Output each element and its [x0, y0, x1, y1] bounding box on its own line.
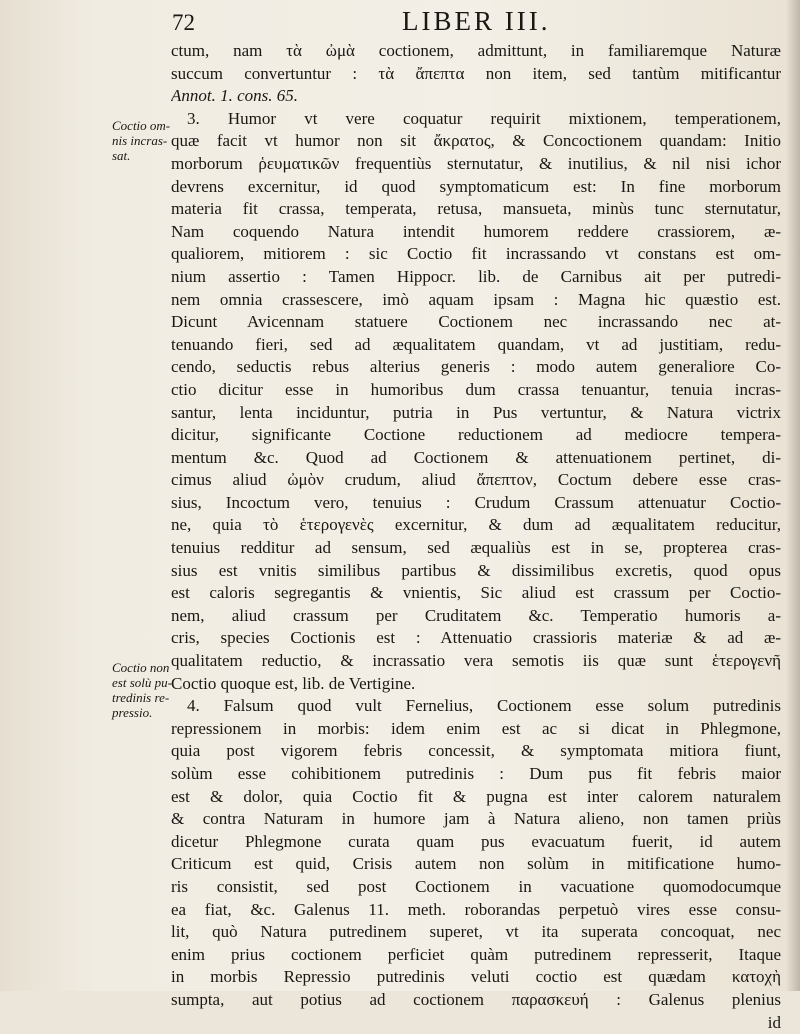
text-line: dicitur, significante Coctione reductionem ad mediocre tempera-	[171, 425, 781, 445]
text-line: sius est vnitis similibus partibus & dissimilibus excretis, quod opus	[171, 560, 781, 580]
text-line: devrens excernitur, id quod symptomaticum est: In fine morborum	[171, 176, 781, 196]
margin-note-line: sat.	[112, 148, 131, 163]
text-line: tenuando fieri, sed ad æqualitatem quandam, vt ad justitiam, redu-	[171, 334, 781, 354]
text-line: nium assertio : Tamen Hippocr. lib. de Carnibus ait per putredi-	[171, 266, 781, 286]
text-line: santur, lenta inciduntur, putria in Pus vertuntur, & Natura victrix	[171, 402, 781, 422]
text-line: in morbis Repressio putredinis veluti coctio est quædam κατοχὴ	[171, 967, 781, 987]
text-line: Annot. 1. cons. 65.	[171, 86, 299, 106]
text-line: est & dolor, quia Coctio fit & pugna est inter calorem naturalem	[171, 786, 781, 806]
text-line: sumpta, aut potius ad coctionem παρασκευή : Galenus plenius	[171, 989, 781, 1009]
text-line: materia fit crassa, temperata, retusa, mansueta, minùs tunc sternutatur,	[171, 199, 781, 219]
text-line: ea fiat, &c. Galenus 11. meth. roborandas perpetuò vires esse consu-	[171, 899, 781, 919]
margin-note-line: est solù pu-	[112, 675, 172, 690]
text-line: ris consistit, sed post Coctionem in vacuatione quomodocumque	[171, 876, 781, 896]
text-line: quæ facit vt humor non sit ἄκρατος, & Concoctionem quandam: Initio	[171, 131, 781, 151]
text-line: enim prius coctionem perficiet quàm putredinem represserit, Itaque	[171, 944, 781, 964]
text-line: Criticum est quid, Crisis autem non solùm in mitificatione humo-	[171, 854, 781, 874]
text-line: succum convertuntur : τὰ ἄπεπτα non item, sed tantùm mitificantur	[171, 63, 781, 83]
text-line: est caloris segregantis & vnientis, Sic aliud est crassum per Coctio-	[171, 583, 781, 603]
text-line: Coctio quoque est, lib. de Vertigine.	[171, 673, 416, 693]
text-line: nem, aliud crassum per Cruditatem &c. Temperatio humoris a-	[171, 605, 781, 625]
text-line: lit, quò Natura putredinem superet, vt ita superata concoquat, nec	[171, 922, 781, 942]
text-line: quia post vigorem febris concessit, & symptomata mitiora fiunt,	[171, 741, 781, 761]
text-line: ctio dicitur esse in humoribus dum crassa tenuantur, tenuia incras-	[171, 379, 781, 399]
text-line: cimus aliud ὠμὸν crudum, aliud ἄπεπτον, Coctum debere esse cras-	[171, 470, 781, 490]
running-title: LIBER III.	[402, 6, 551, 36]
margin-note-line: nis incras-	[112, 133, 168, 148]
margin-note-line: pressio.	[112, 705, 153, 720]
page-number: 72	[172, 10, 195, 35]
text-line: morborum ῥευματικῶν frequentiùs sternutatur, & inutilius, & nil nisi ichor	[171, 153, 781, 173]
text-line: Nam coquendo Natura intendit humorem reddere crassiorem, æ-	[171, 221, 781, 241]
page-edge-shadow	[786, 0, 800, 991]
text-line: repressionem in morbis: idem enim est ac si dicat in Phlegmone,	[171, 718, 781, 738]
margin-note-coctio-non-repressio	[112, 660, 178, 720]
text-line: ctum, nam τὰ ὠμὰ coctionem, admittunt, in familiaremque Naturæ	[171, 41, 781, 60]
margin-note-line: tredinis re-	[112, 690, 170, 705]
text-line: mentum &c. Quod ad Coctionem & attenuationem pertinet, di-	[171, 447, 781, 467]
body-text	[171, 40, 781, 1032]
margin-note-coctio-incrassat	[112, 118, 178, 163]
text-line: & contra Naturam in humore jam à Natura alieno, non tamen priùs	[171, 809, 781, 829]
margin-note-line: Coctio non	[112, 660, 170, 675]
text-line: tenuius redditur ad sensum, sed æqualiùs est in se, propterea cras-	[171, 538, 781, 558]
text-line: cendo, seductis rebus alterius generis : modo autem generaliore Co-	[171, 357, 781, 377]
text-line: nem omnia crassescere, imò aquam ipsam : Magna hic quæstio est.	[171, 289, 781, 309]
margin-note-line: Coctio om-	[112, 118, 171, 133]
text-line: ne, quia τὸ ἑτερογενὲς excernitur, & dum ad æqualitatem reducitur,	[171, 515, 781, 535]
text-line: solùm esse cohibitionem putredinis : Dum pus fit febris maior	[171, 764, 781, 783]
text-line: cris, species Coctionis est : Attenuatio crassioris materiæ & ad æ-	[171, 628, 781, 648]
text-line: qualiorem, mitiorem : sic Coctio fit incrassando vt constans est om-	[171, 244, 781, 264]
text-line: Dicunt Avicennam statuere Coctionem nec incrassando nec at-	[171, 312, 781, 332]
page-header	[172, 6, 782, 40]
text-line: sius, Incoctum vero, tenuius : Crudum Crassum attenuatur Coctio-	[171, 492, 781, 512]
catchword: id	[767, 1012, 781, 1032]
text-line: dicetur Phlegmone curata quam pus evacuatum fuerit, id autem	[171, 831, 781, 851]
text-line: 4. Falsum quod vult Fernelius, Coctionem esse solum putredinis	[187, 696, 781, 716]
text-line: 3. Humor vt vere coquatur requirit mixtionem, temperationem,	[187, 108, 781, 128]
text-line: qualitatem reductio, & incrassatio vera semotis iis quæ sunt ἑτερογενῆ	[171, 651, 781, 671]
